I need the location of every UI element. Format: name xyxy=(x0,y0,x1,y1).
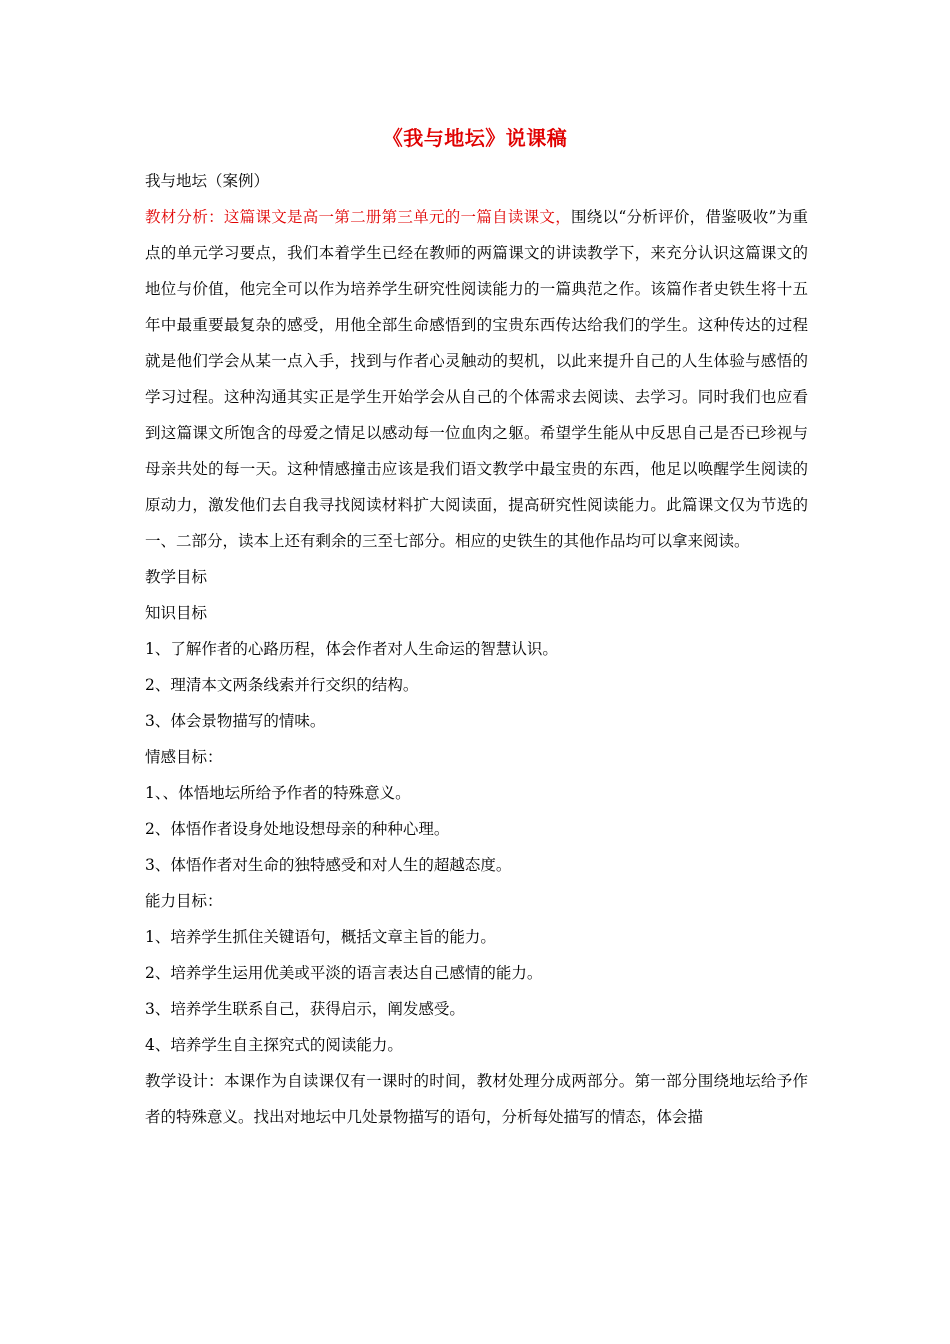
emotion-item: 3、体悟作者对生命的独特感受和对人生的超越态度。 xyxy=(145,856,512,874)
emotion-item: 2、体悟作者设身处地设想母亲的种种心理。 xyxy=(145,820,450,838)
design-paragraph: 教学设计：本课作为自读课仅有一课时的时间，教材处理分成两部分。第一部分围绕地坛给予作者的特殊意义。找出对地坛中几处景物描写的语句，分析每处描写的情态，体会描 xyxy=(145,1072,808,1126)
knowledge-heading: 知识目标 xyxy=(145,604,208,622)
knowledge-item: 2、理清本文两条线索并行交织的结构。 xyxy=(145,676,419,694)
knowledge-item: 1、了解作者的心路历程，体会作者对人生命运的智慧认识。 xyxy=(145,640,558,658)
document-body xyxy=(145,163,808,1135)
ability-item: 2、培养学生运用优美或平淡的语言表达自己感情的能力。 xyxy=(145,964,543,982)
analysis-paragraph xyxy=(145,199,808,559)
analysis-label: 教材分析：这篇课文是高一第二册第三单元的一篇自读课文， xyxy=(145,208,571,226)
ability-item: 3、培养学生联系自己，获得启示，阐发感受。 xyxy=(145,1000,465,1018)
teaching-goals-heading: 教学目标 xyxy=(145,568,208,586)
ability-heading: 能力目标： xyxy=(145,892,223,910)
emotion-heading: 情感目标： xyxy=(145,748,223,766)
document-title: 《我与地坛》说课稿 xyxy=(382,126,568,150)
knowledge-item: 3、体会景物描写的情味。 xyxy=(145,712,326,730)
ability-item: 1、培养学生抓住关键语句，概括文章主旨的能力。 xyxy=(145,928,496,946)
ability-item: 4、培养学生自主探究式的阅读能力。 xyxy=(145,1036,403,1054)
analysis-text: 围绕以“分析评价，借鉴吸收”为重点的单元学习要点，我们本着学生已经在教师的两篇课文的讲读教学下，来充分认识这篇课文的地位与价值，他完全可以作为培养学生研究性阅读能力的一篇典范之作。该篇作者史铁生将十五年中最重要最复杂的感受，用他全部生命感悟到的宝贵东西传达给我们的学生。这种传达的过程就是他们学会从某一点入手，找到与作者心灵触动的契机，以此来提升自己的人生体验与感悟的学习过程。这种沟通其实正是学生开始学会从自己的个体需求去阅读、去学习。同时我们也应看到这篇课文所饱含的母爱之情足以感动每一位血肉之躯。希望学生能从中反思自己是否已珍视与母亲共处的每一天。这种情感撞击应该是我们语文教学中最宝贵的东西，他足以唤醒学生阅读的原动力，激发他们去自我寻找阅读材料扩大阅读面，提高研究性阅读能力。此篇课文仅为节选的一、二部分，读本上还有剩余的三至七部分。相应的史铁生的其他作品均可以拿来阅读。 xyxy=(145,208,808,550)
subtitle: 我与地坛（案例） xyxy=(145,172,270,190)
emotion-item: 1、、体悟地坛所给予作者的特殊意义。 xyxy=(145,784,411,802)
